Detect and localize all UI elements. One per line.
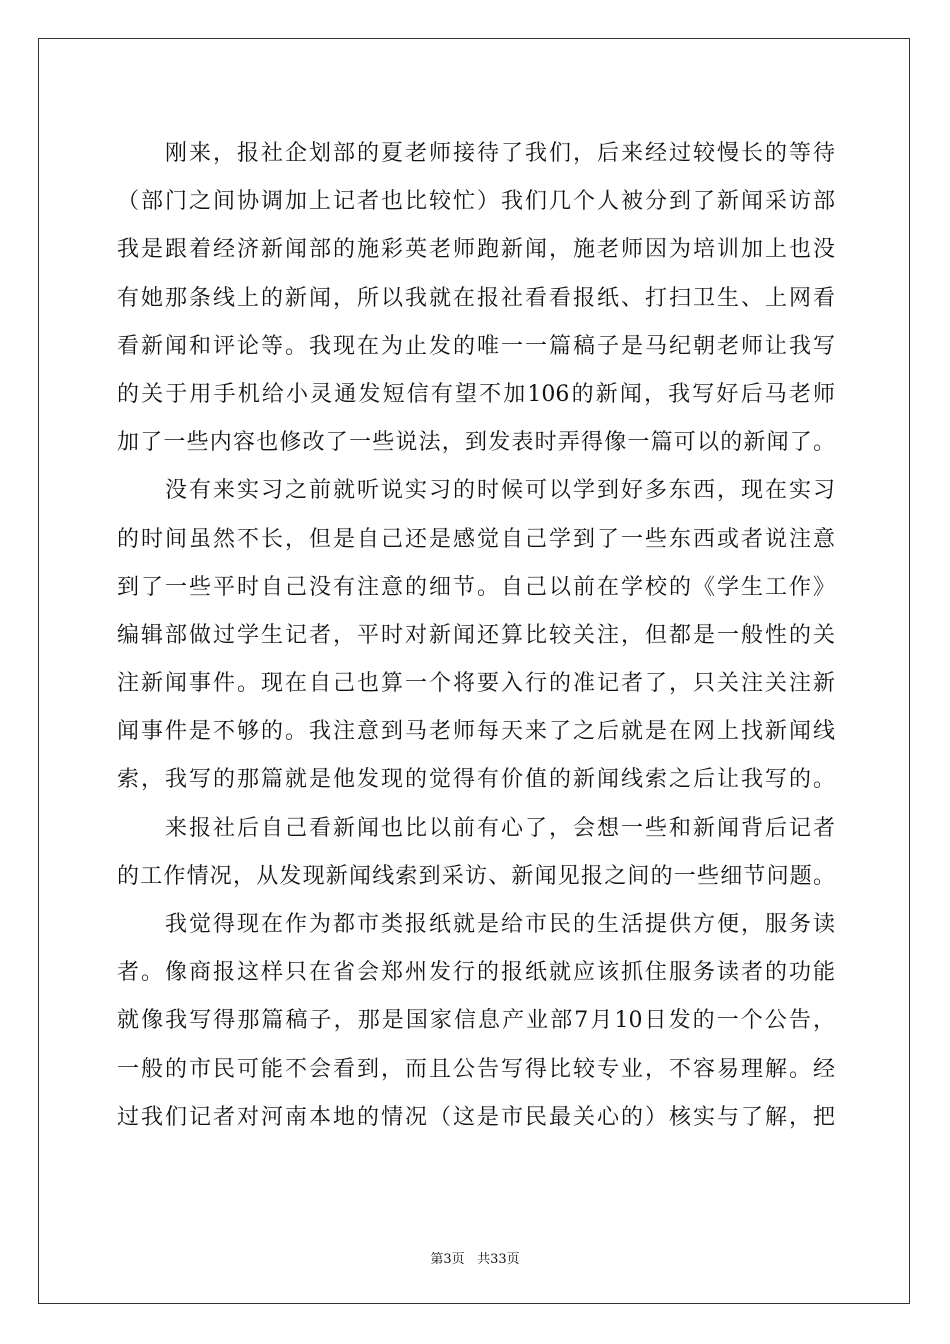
text-line: 我是跟着经济新闻部的施彩英老师跑新闻，施老师因为培训加上也没	[117, 237, 835, 263]
page-footer	[0, 1248, 950, 1267]
text-line: 我觉得现在作为都市类报纸就是给市民的生活提供方便，服务读	[165, 912, 835, 937]
page-number: 第3页	[430, 1252, 465, 1267]
text-line: 没有来实习之前就听说实习的时候可以学到好多东西，现在实习	[165, 478, 835, 504]
document-body	[117, 130, 835, 1142]
text-line: 看新闻和评论等。我现在为止发的唯一一篇稿子是马纪朝老师让我写	[117, 333, 835, 359]
text-line: 刚来，报社企划部的夏老师接待了我们，后来经过较慢长的等待	[165, 141, 835, 166]
text-line: 索，我写的那篇就是他发现的觉得有价值的新闻线索之后让我写的。	[117, 767, 835, 793]
text-line: 的工作情况，从发现新闻线索到采访、新闻见报之间的一些细节问题。	[117, 863, 835, 889]
text-line: （部门之间协调加上记者也比较忙）我们几个人被分到了新闻采访部	[117, 189, 835, 215]
text-line: 注新闻事件。现在自己也算一个将要入行的准记者了，只关注关注新	[117, 671, 835, 697]
text-line: 闻事件是不够的。我注意到马老师每天来了之后就是在网上找新闻线	[117, 719, 835, 745]
text-line: 者。像商报这样只在省会郑州发行的报纸就应该抓住服务读者的功能	[117, 960, 835, 986]
text-line: 一般的市民可能不会看到，而且公告写得比较专业，不容易理解。经	[117, 1056, 835, 1082]
text-line: 就像我写得那篇稿子，那是国家信息产业部7月10日发的一个公告，	[117, 1008, 835, 1034]
text-line: 来报社后自己看新闻也比以前有心了，会想一些和新闻背后记者	[165, 815, 835, 841]
text-line: 加了一些内容也修改了一些说法，到发表时弄得像一篇可以的新闻了。	[117, 430, 835, 456]
text-line: 的关于用手机给小灵通发短信有望不加106的新闻，我写好后马老师	[117, 381, 835, 407]
text-line: 到了一些平时自己没有注意的细节。自己以前在学校的《学生工作》	[117, 574, 835, 600]
text-line: 的时间虽然不长，但是自己还是感觉自己学到了一些东西或者说注意	[117, 526, 835, 552]
page-total: 共33页	[477, 1252, 520, 1267]
text-line: 过我们记者对河南本地的情况（这是市民最关心的）核实与了解，把	[117, 1104, 835, 1130]
text-line: 编辑部做过学生记者，平时对新闻还算比较关注，但都是一般性的关	[117, 622, 835, 648]
text-line: 有她那条线上的新闻，所以我就在报社看看报纸、打扫卫生、上网看	[117, 285, 835, 311]
